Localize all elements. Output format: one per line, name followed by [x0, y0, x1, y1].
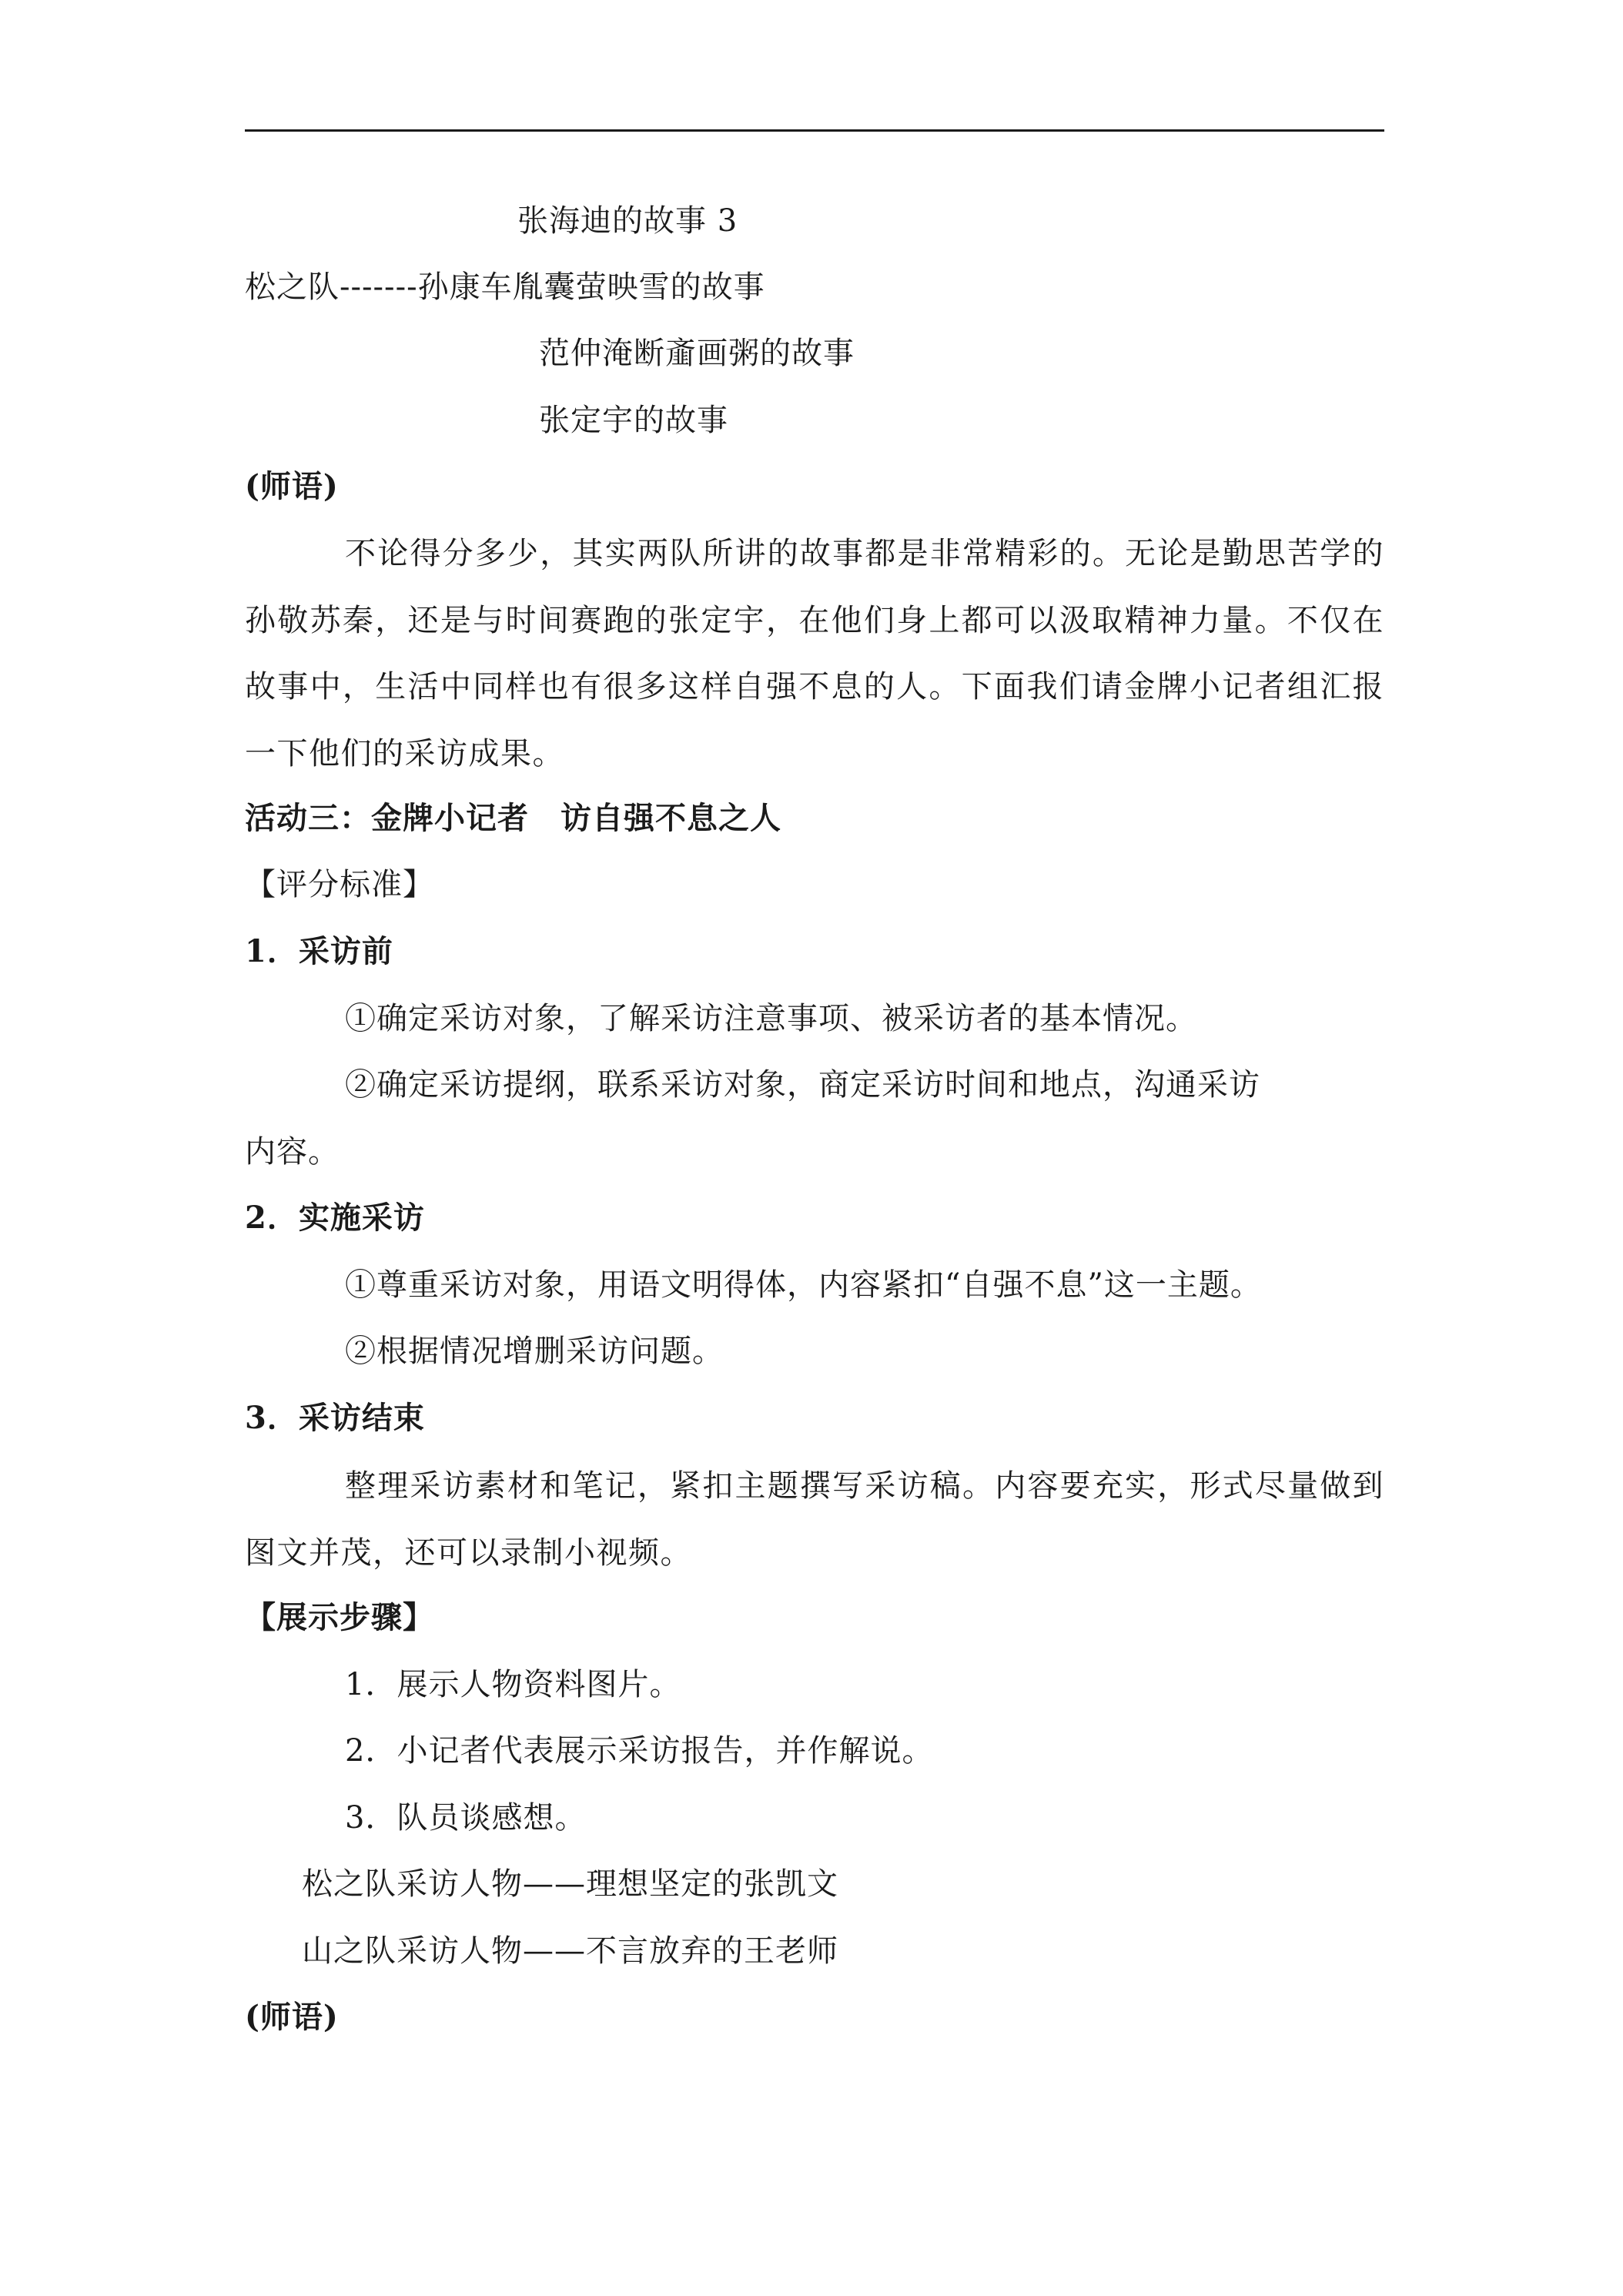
interview-shan-team: 山之队采访人物——不言放弃的王老师 — [302, 1933, 838, 1969]
section-2-item-2: ②根据情况增删采访问题。 — [345, 1334, 724, 1369]
story-line-4: 张定宇的故事 — [539, 403, 728, 438]
teacher-label-2: (师语) — [245, 1999, 339, 2035]
header-rule — [245, 129, 1384, 132]
section-1-item-1: ①确定采访对象，了解采访注意事项、被采访者的基本情况。 — [345, 1001, 1197, 1036]
section-3-paragraph — [245, 1453, 1384, 1586]
scoring-heading: 【评分标准】 — [245, 867, 434, 902]
section-2-item-1: ①尊重采访对象，用语文明得体，内容紧扣“自强不息”这一主题。 — [345, 1267, 1262, 1303]
section-3-paragraph-text: 整理采访素材和笔记，紧扣主题撰写采访稿。内容要充实，形式尽量做到图文并茂，还可以录制小视频。 — [245, 1468, 1384, 1571]
display-heading: 【展示步骤】 — [245, 1599, 434, 1635]
story-line-1: 张海迪的故事 3 — [517, 203, 738, 239]
step-2: 2．小记者代表展示采访报告，并作解说。 — [345, 1733, 934, 1769]
section-2-title: 2．实施采访 — [245, 1200, 425, 1236]
interview-song-team: 松之队采访人物——理想坚定的张凯文 — [302, 1866, 838, 1902]
story-line-3: 范仲淹断齑画粥的故事 — [539, 336, 855, 371]
section-3-title: 3．采访结束 — [245, 1400, 425, 1436]
section-1-item-2-line-2: 内容。 — [245, 1134, 340, 1170]
section-1-item-2-line-1: ②确定采访提纲，联系采访对象，商定采访时间和地点，沟通采访 — [345, 1067, 1260, 1103]
teacher-paragraph — [245, 520, 1384, 787]
step-1: 1．展示人物资料图片。 — [345, 1667, 681, 1702]
section-1-title: 1．采访前 — [245, 933, 393, 969]
teacher-label-1: (师语) — [245, 468, 339, 504]
step-3: 3．队员谈感想。 — [345, 1800, 587, 1836]
activity-title: 活动三：金牌小记者 访自强不息之人 — [245, 800, 781, 836]
story-line-2: 松之队-------孙康车胤囊萤映雪的故事 — [245, 269, 765, 305]
teacher-paragraph-text: 不论得分多少，其实两队所讲的故事都是非常精彩的。无论是勤思苦学的孙敬苏秦，还是与时间赛跑的张定宇，在他们身上都可以汲取精神力量。不仅在故事中，生活中同样也有很多这样自强不息的人。下面我们请金牌小记者组汇报一下他们的采访成果。 — [245, 536, 1384, 771]
